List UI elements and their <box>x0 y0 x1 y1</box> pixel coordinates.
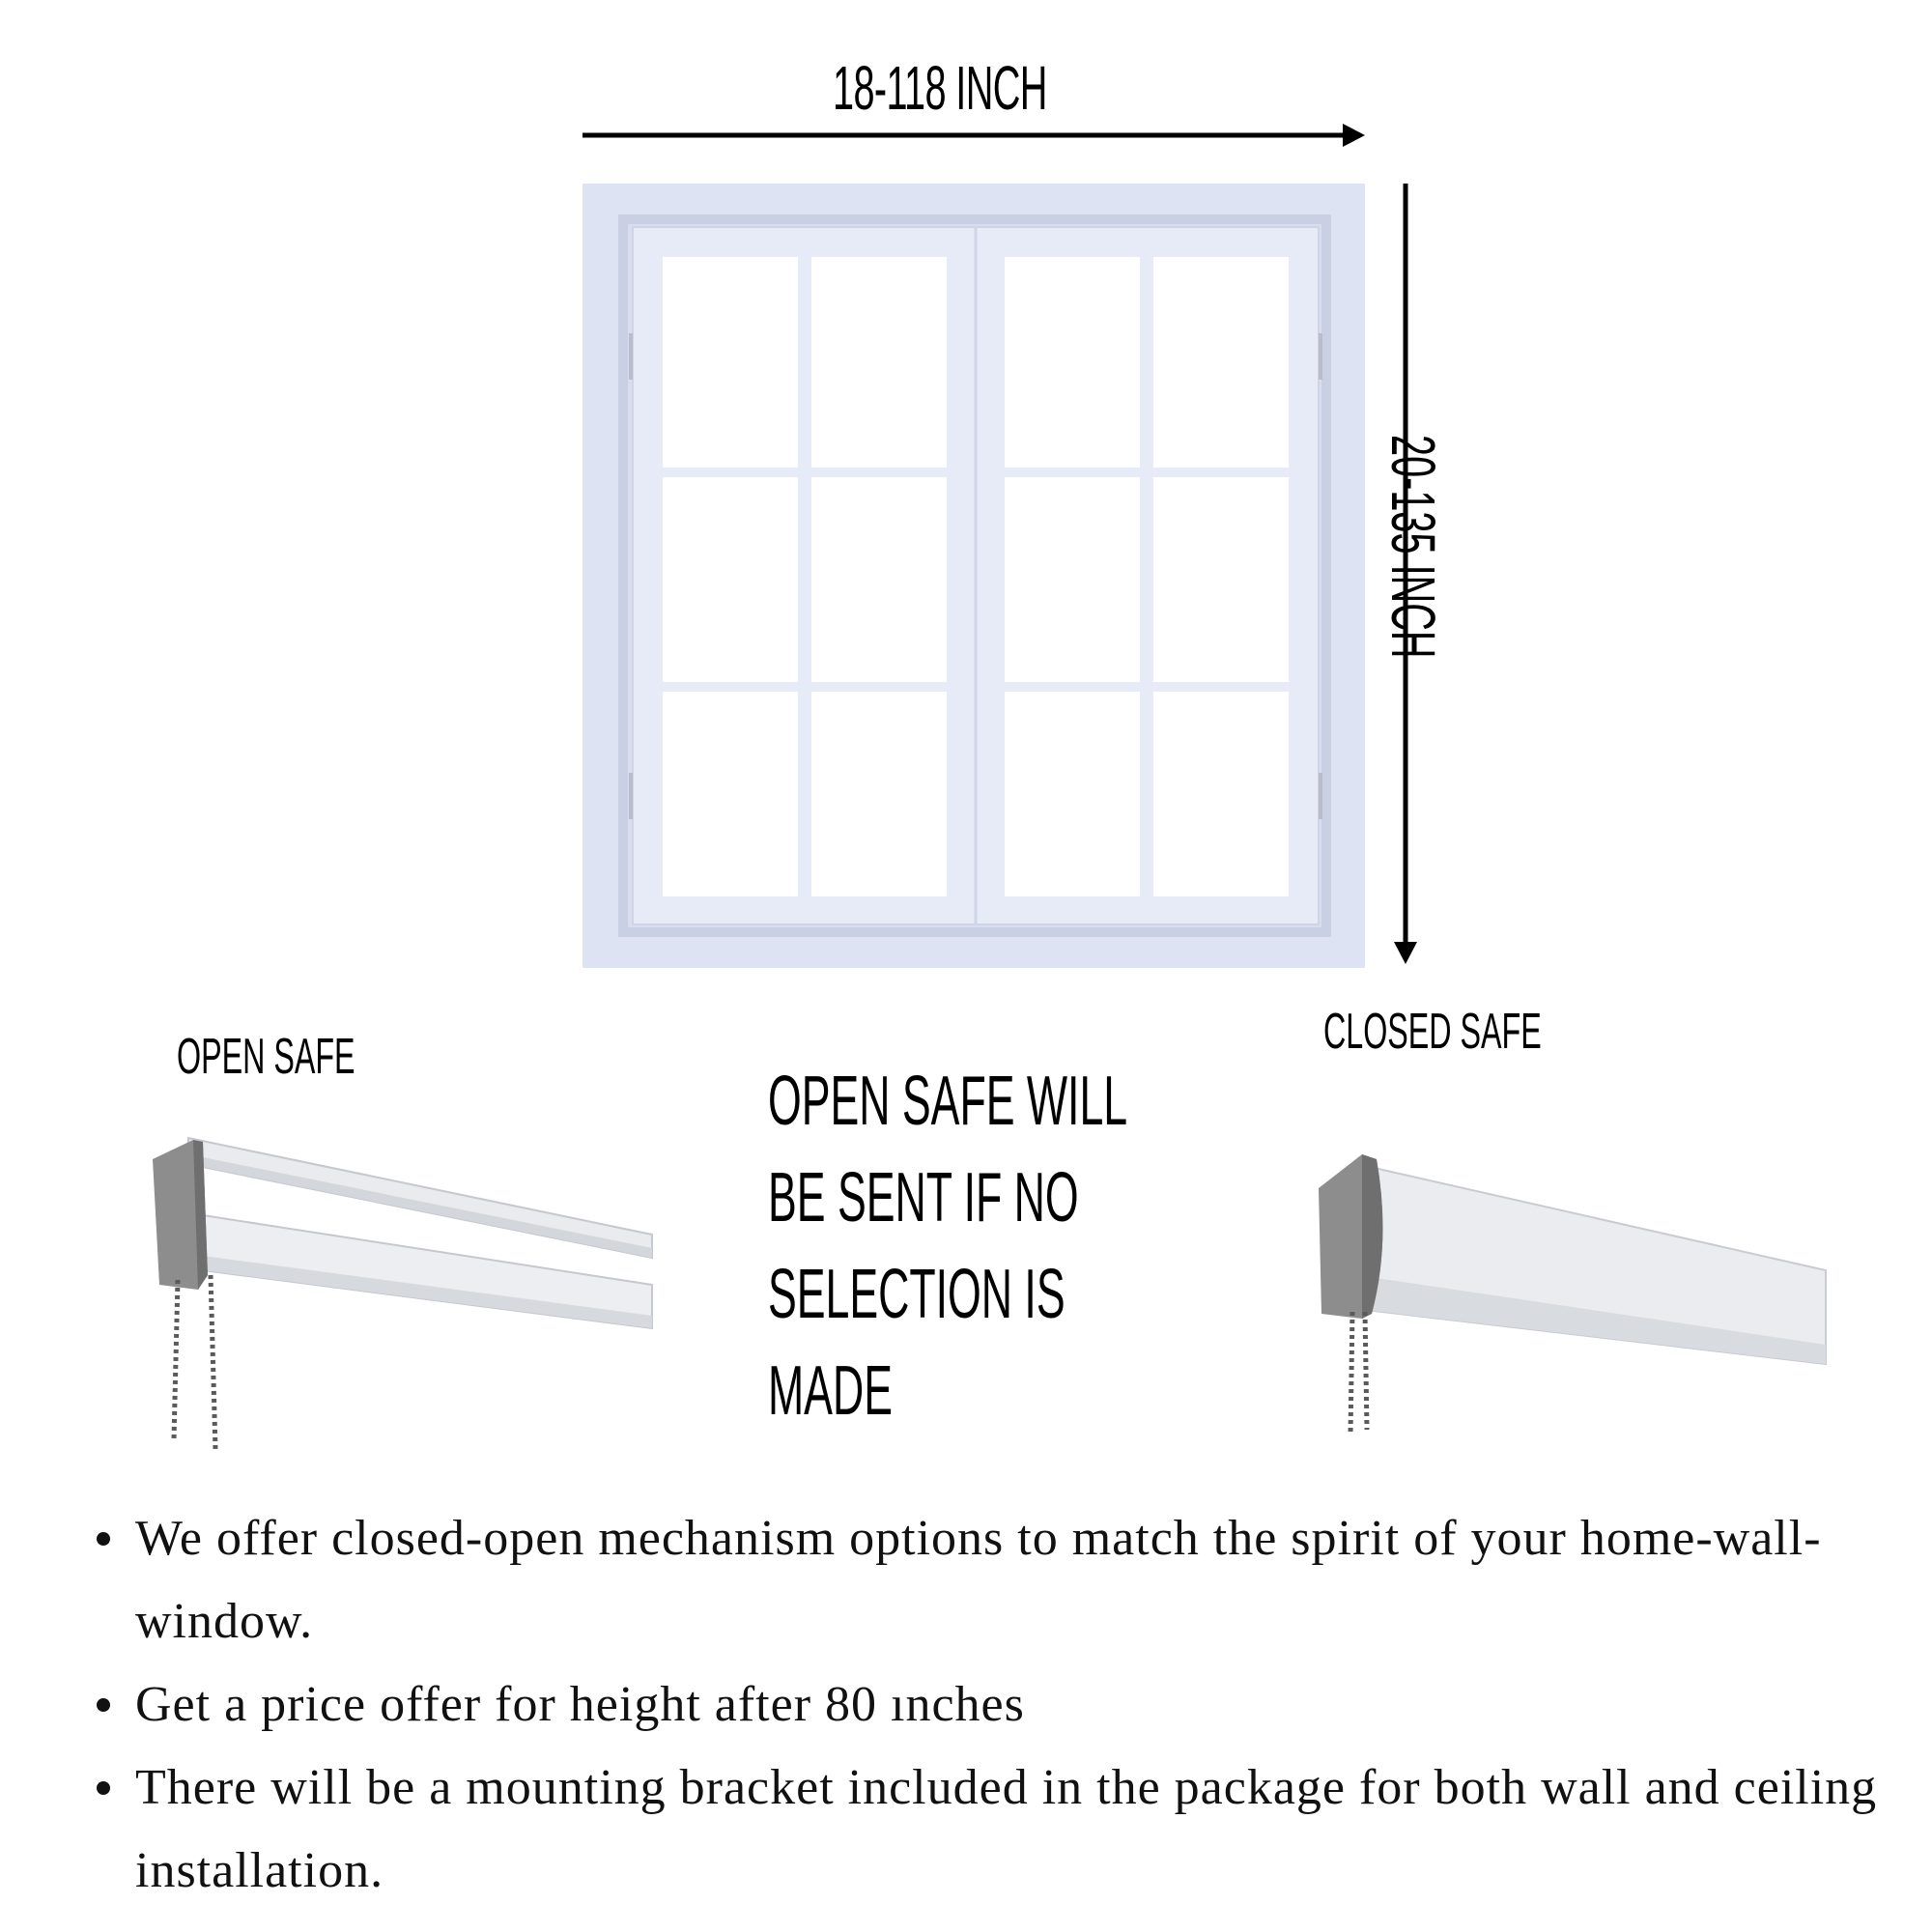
closed-safe-illustration <box>1319 1154 1826 1435</box>
feature-list <box>92 1497 1879 1913</box>
width-dimension-label: 18-118 INCH <box>833 53 1047 123</box>
default-selection-note <box>768 1053 1187 1439</box>
open-safe-label: OPEN SAFE <box>177 1029 355 1085</box>
feature-item: Get a price offer for height after 80 ınches <box>92 1663 1879 1747</box>
open-safe-illustration <box>153 1138 652 1449</box>
feature-item: There will be a mounting bracket included in the package for both wall and ceiling installation. <box>92 1747 1879 1913</box>
note-line: SELECTION IS <box>768 1256 1065 1333</box>
note-line: BE SENT IF NO <box>768 1159 1079 1236</box>
closed-safe-label: CLOSED SAFE <box>1323 1004 1542 1060</box>
height-dimension-label: 20-135 INCH <box>1378 435 1448 659</box>
note-line: MADE <box>768 1352 893 1430</box>
note-line: OPEN SAFE WILL <box>768 1063 1128 1140</box>
window-illustration <box>582 184 1365 968</box>
feature-item: We offer closed-open mechanism options to match the spirit of your home-wall-window. <box>92 1497 1879 1663</box>
width-arrow <box>582 124 1365 147</box>
